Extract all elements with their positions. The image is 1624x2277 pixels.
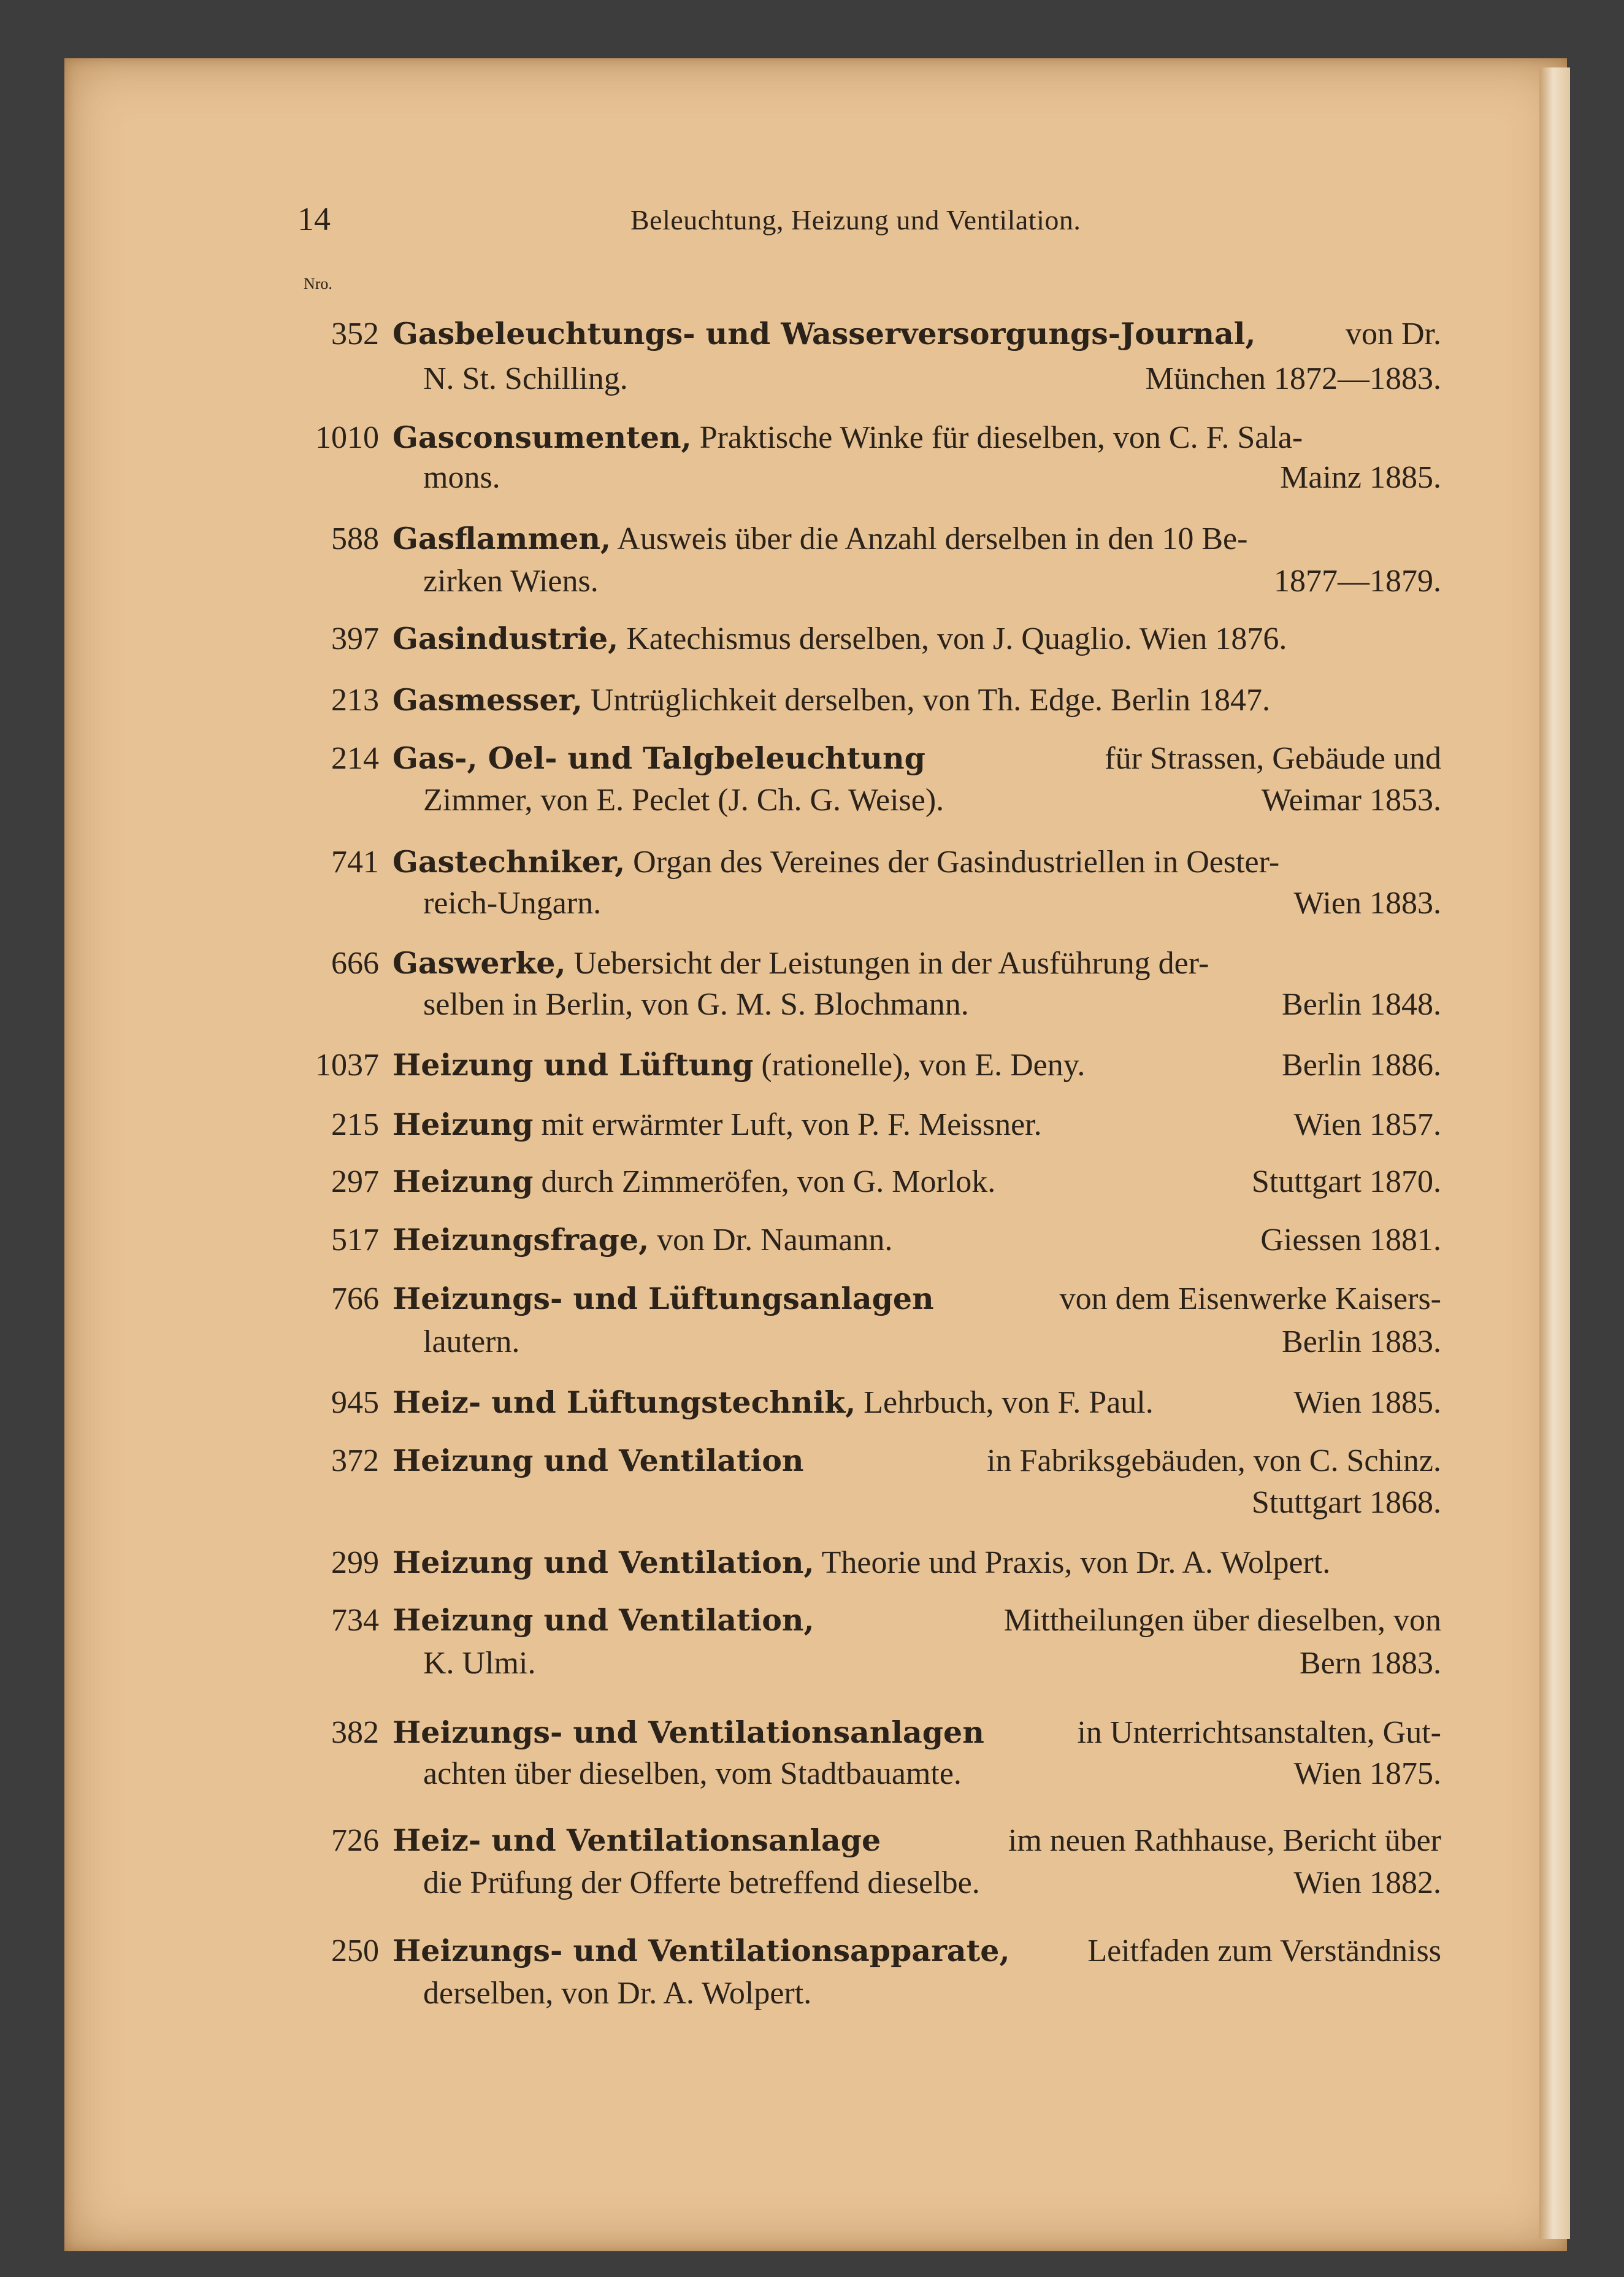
entry-line-end: von dem Eisenwerke Kaisers- — [1059, 1281, 1441, 1316]
entry-title: Gaswerke, — [393, 945, 566, 981]
entry-text: Ausweis über die Anzahl derselben in den 10 Be- — [617, 521, 1248, 556]
entry-number: 766 — [331, 1281, 379, 1316]
entry-number: 382 — [331, 1715, 379, 1750]
entry-imprint: Berlin 1848. — [1282, 987, 1441, 1022]
entry-number: 214 — [331, 741, 379, 776]
entry-line: die Prüfung der Offerte betreffend dieselbe. — [423, 1865, 980, 1900]
entry-text: von Dr. Naumann. — [657, 1223, 893, 1258]
entry-title: Gasconsumenten, — [393, 420, 692, 455]
entry-number: 1010 — [315, 420, 379, 455]
entry-title: Heiz- und Lüftungstechnik, — [393, 1384, 856, 1420]
entry-number: 588 — [331, 521, 379, 556]
entry-line-end: von Dr. — [1346, 317, 1441, 351]
entry-title: Heizungs- und Ventilationsapparate, — [393, 1933, 1010, 1968]
entry-line — [393, 621, 1287, 657]
entry-line — [393, 1107, 1042, 1143]
entry-text: Organ des Vereines der Gasindustriellen in Oester- — [633, 845, 1280, 880]
entry-line: K. Ulmi. — [423, 1646, 536, 1681]
entry-line — [393, 1164, 995, 1200]
running-title: Beleuchtung, Heizung und Ventilation. — [630, 204, 1081, 236]
entry-line-end: in Fabriksgebäuden, von C. Schinz. — [987, 1443, 1441, 1478]
column-label: Nro. — [304, 275, 332, 293]
entry-imprint: Giessen 1881. — [1260, 1223, 1441, 1258]
entry-title: Gas-, Oel- und Talgbeleuchtung — [393, 740, 925, 776]
entry-line-end: Leitfaden zum Verständniss — [1087, 1933, 1441, 1968]
entry-text: Theorie und Praxis, von Dr. A. Wolpert. — [821, 1545, 1331, 1580]
page-number: 14 — [297, 201, 331, 237]
entry-line — [393, 1545, 1330, 1581]
entry-line — [393, 1384, 1154, 1421]
entry-line — [393, 521, 1247, 557]
entry-imprint: Wien 1857. — [1293, 1107, 1441, 1142]
entry-title: Heizungs- und Lüftungsanlagen — [393, 1281, 934, 1316]
entry-title: Heizung und Ventilation, — [393, 1602, 814, 1638]
entry-title: Heizung und Ventilation, — [393, 1545, 814, 1580]
entry-line: lautern. — [423, 1324, 520, 1359]
entry-line: reich-Ungarn. — [423, 886, 602, 921]
entry-title: Heizungsfrage, — [393, 1222, 649, 1258]
entry-line — [393, 316, 1255, 352]
entry-text: (rationelle), von E. Deny. — [761, 1048, 1086, 1083]
entry-line — [393, 844, 1279, 880]
entry-number: 297 — [331, 1164, 379, 1199]
entry-title: Heizung — [393, 1164, 534, 1199]
page-fold-edge — [1539, 67, 1570, 2239]
entry-imprint: Weimar 1853. — [1261, 783, 1441, 818]
entry-title: Heiz- und Ventilationsanlage — [393, 1822, 881, 1858]
entry-imprint: Mainz 1885. — [1280, 460, 1441, 495]
entry-text: Uebersicht der Leistungen in der Ausführung der- — [573, 946, 1209, 981]
entry-line-end: in Unterrichtsanstalten, Gut- — [1077, 1715, 1441, 1750]
entry-text: Katechismus derselben, von J. Quaglio. Wien 1876. — [626, 621, 1287, 656]
entry-imprint: Berlin 1886. — [1282, 1048, 1441, 1083]
entry-imprint: Wien 1875. — [1293, 1756, 1441, 1791]
entry-line: achten über dieselben, vom Stadtbauamte. — [423, 1756, 962, 1791]
entry-imprint: München 1872—1883. — [1145, 361, 1441, 396]
entry-line: mons. — [423, 460, 500, 495]
entry-imprint: Stuttgart 1870. — [1251, 1164, 1441, 1199]
entry-line — [393, 1443, 804, 1479]
entry-number: 945 — [331, 1385, 379, 1420]
entry-title: Heizung — [393, 1107, 534, 1142]
entry-number: 397 — [331, 621, 379, 656]
entry-line — [393, 1822, 881, 1859]
entry-title: Gasmesser, — [393, 682, 583, 718]
entry-title: Heizung und Lüftung — [393, 1047, 754, 1083]
entry-text: Untrüglichkeit derselben, von Th. Edge. Berlin 1847. — [590, 683, 1271, 718]
entry-line — [393, 1281, 934, 1317]
entry-title: Gasindustrie, — [393, 621, 619, 656]
entry-text: mit erwärmter Luft, von P. F. Meissner. — [541, 1107, 1042, 1142]
entry-line: zirken Wiens. — [423, 564, 599, 599]
entry-line: derselben, von Dr. A. Wolpert. — [423, 1976, 812, 2011]
entry-number: 666 — [331, 946, 379, 981]
entry-line — [393, 1047, 1085, 1083]
entry-line — [393, 740, 925, 777]
entry-line — [393, 1933, 1010, 1969]
entry-imprint: Bern 1883. — [1299, 1646, 1441, 1681]
entry-line-end: im neuen Rathhause, Bericht über — [1008, 1823, 1441, 1858]
entry-number: 517 — [331, 1223, 379, 1258]
entry-number: 250 — [331, 1933, 379, 1968]
entry-text: durch Zimmeröfen, von G. Morlok. — [541, 1164, 996, 1199]
entry-line — [393, 420, 1303, 456]
entry-title: Gastechniker, — [393, 844, 626, 880]
entry-imprint: Wien 1883. — [1293, 886, 1441, 921]
entry-number: 352 — [331, 317, 379, 351]
entry-title: Heizungs- und Ventilationsanlagen — [393, 1714, 984, 1750]
entry-imprint: Berlin 1883. — [1282, 1324, 1441, 1359]
entry-line-end: für Strassen, Gebäude und — [1105, 741, 1441, 776]
entry-number: 734 — [331, 1603, 379, 1638]
entry-title: Heizung und Ventilation — [393, 1443, 804, 1478]
entry-line: N. St. Schilling. — [423, 361, 628, 396]
entry-imprint: Wien 1882. — [1293, 1865, 1441, 1900]
entry-line: Zimmer, von E. Peclet (J. Ch. G. Weise). — [423, 783, 944, 818]
entry-imprint: Wien 1885. — [1293, 1385, 1441, 1420]
entry-number: 213 — [331, 683, 379, 718]
entry-title: Gasbeleuchtungs- und Wasserversorgungs-Journal, — [393, 316, 1256, 351]
entry-number: 726 — [331, 1823, 379, 1858]
entry-line: selben in Berlin, von G. M. S. Blochmann. — [423, 987, 969, 1022]
entry-number: 299 — [331, 1545, 379, 1580]
entry-line — [393, 1714, 984, 1751]
entry-number: 215 — [331, 1107, 379, 1142]
entry-line — [393, 1602, 814, 1638]
entry-line — [393, 1222, 892, 1258]
entry-text: Lehrbuch, von F. Paul. — [864, 1385, 1154, 1420]
entry-imprint: 1877—1879. — [1274, 564, 1441, 599]
entry-number: 741 — [331, 845, 379, 880]
entry-line — [393, 682, 1270, 718]
entry-imprint: Stuttgart 1868. — [1251, 1485, 1441, 1520]
entry-number: 372 — [331, 1443, 379, 1478]
entry-line-end: Mittheilungen über dieselben, von — [1003, 1603, 1441, 1638]
entry-text: Praktische Winke für dieselben, von C. F. Sala- — [699, 420, 1303, 455]
entry-line — [393, 945, 1209, 981]
entry-title: Gasflammen, — [393, 521, 611, 556]
entry-number: 1037 — [315, 1048, 379, 1083]
